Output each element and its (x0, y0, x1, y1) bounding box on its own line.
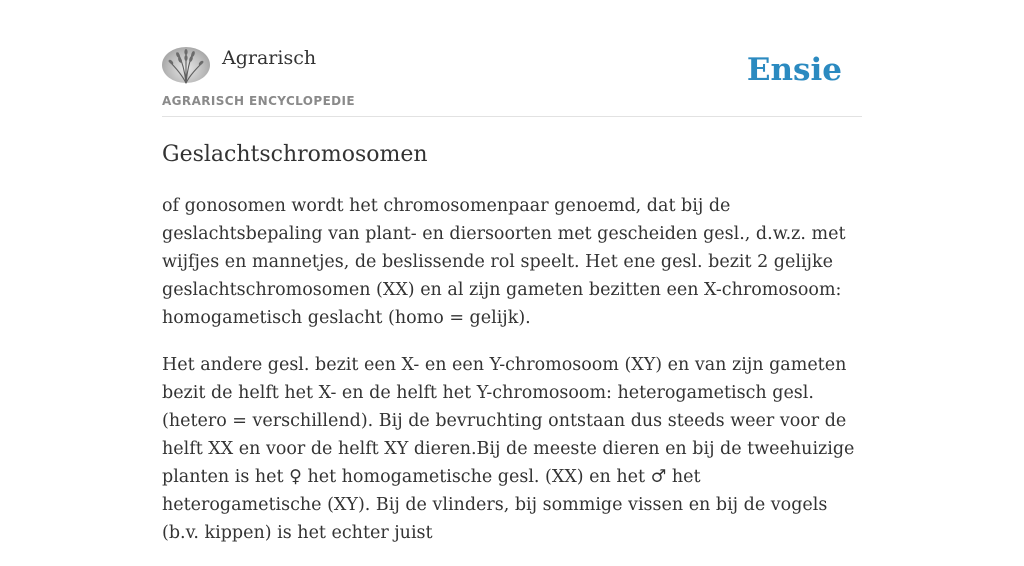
site-subtitle: AGRARISCH ENCYCLOPEDIE (162, 94, 355, 108)
site-header (162, 44, 862, 117)
ensie-logo[interactable]: Ensie (746, 52, 842, 88)
article-title: Geslachtschromosomen (162, 142, 428, 167)
article-paragraph: Het andere gesl. bezit een X- en een Y-chromosoom (XY) en van zijn gameten bezit de helft het X- en de helft het Y-chromosoom: heterogametisch gesl. (hetero = verschillend). Bij de bevruchting ontstaan dus steeds weer voor de helft XX en voor de helft XY dieren.Bij de meeste dieren en bij de tweehuizige planten is het ♀ het homogametische gesl. (XX) en het ♂ het heterogametische (XY). Bij de vlinders, bij sommige vissen en bij de vogels (b.v. kippen) is het echter juist (162, 355, 855, 543)
wheat-illustration (162, 47, 210, 83)
wheat-icon[interactable] (162, 47, 210, 83)
site-name[interactable]: Agrarisch (222, 47, 317, 69)
article-body (162, 192, 864, 566)
article-paragraph: of gonosomen wordt het chromosomenpaar genoemd, dat bij de geslachtsbepaling van plant- en diersoorten met gescheiden gesl., d.w.z. met wijfjes en mannetjes, de beslissende rol speelt. Het ene gesl. bezit 2 gelijke geslachtschromosomen (XX) en al zijn gameten bezitten een X-chromosoom: homogametisch geslacht (homo = gelijk). (162, 196, 846, 328)
